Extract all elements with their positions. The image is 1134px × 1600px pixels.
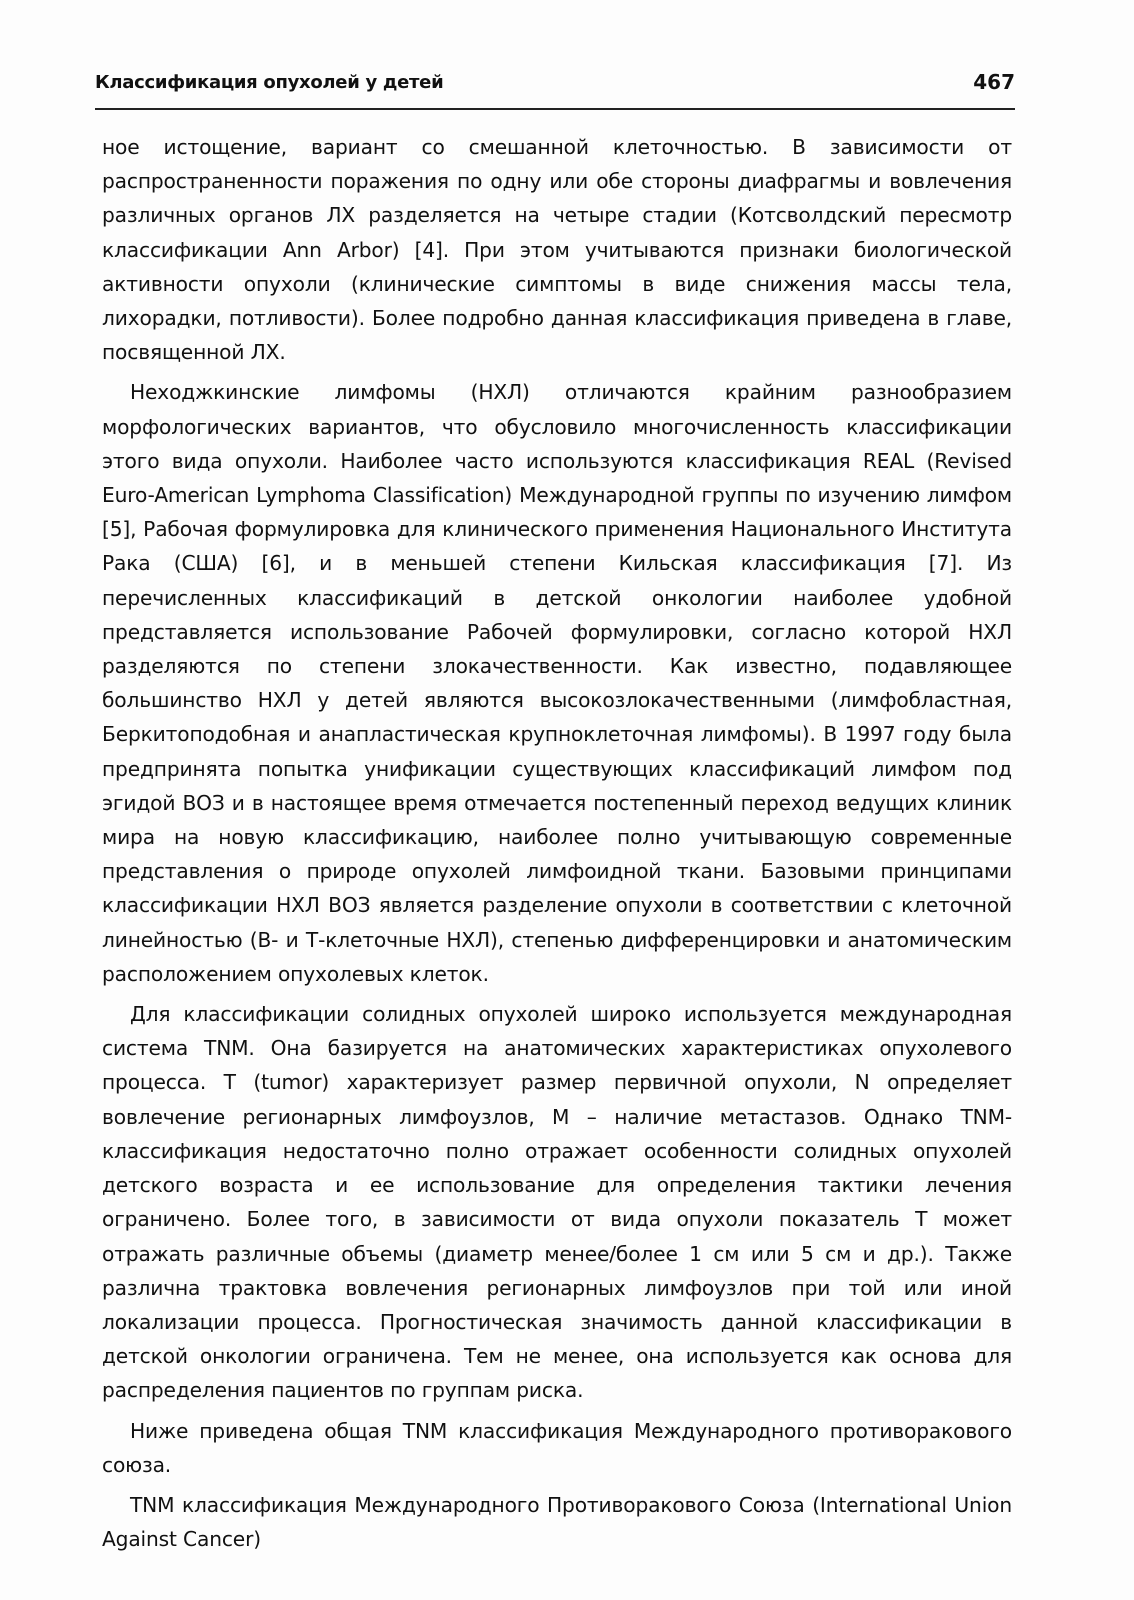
paragraph-nhl: Неходжкинские лимфомы (НХЛ) отличаются крайним разнообразием морфологических вариантов, что обусловило многочисленность классификации этого вида опухоли. Наиболее часто используются классификация REAL (Revised Euro-American Lymphoma Classification) Международной группы по изучению лимфом [5], Рабочая формулировка для клинического применения Национального Института Рака (США) [6], и в меньшей степени Кильская классификация [7]. Из перечисленных классификаций в детской онкологии наиболее удобной представляется использование Рабочей формулировки, согласно которой НХЛ разделяются по степени злокачественности. Как известно, подавляющее большинство НХЛ у детей являются высокозлокачественными (лимфобластная, Беркитоподобная и анапластическая крупноклеточная лимфомы). В 1997 году была предпринята попытка унификации существующих классификаций лимфом под эгидой ВОЗ и в настоящее время отмечается постепенный переход ведущих клиник мира на новую классификацию, наиболее полно учитывающую современные представления о природе опухолей лимфоидной ткани. Базовыми принципами классификации НХЛ ВОЗ является разделение опухоли в соответствии с клеточной линейностью (В- и Т-клеточные НХЛ), степенью дифференцировки и анатомическим расположением опухолевых клеток. bbox=[102, 380, 1012, 986]
paragraph-tnm-system: Для классификации солидных опухолей широко используется международная система TNM. Она базируется на анатомических характеристиках опухолевого процесса. Т (tumor) характеризует размер первичной опухоли, N определяет вовлечение регионарных лимфоузлов, М – наличие метастазов. Однако TNM-классификация недостаточно полно отражает особенности солидных опухолей детского возраста и ее использование для определения тактики лечения ограничено. Более того, в зависимости от вида опухоли показатель Т может отражать различные объемы (диаметр менее/более 1 см или 5 см и др.). Также различна трактовка вовлечения регионарных лимфоузлов при той или иной локализации процесса. Прогностическая значимость данной классификации в детской онкологии ограничена. Тем не менее, она используется как основа для распределения пациентов по группам риска. bbox=[102, 1002, 1012, 1403]
page-number: 467 bbox=[973, 70, 1015, 94]
paragraph-tnm-intro: Ниже приведена общая TNM классификация Международного противоракового союза. bbox=[102, 1418, 1012, 1477]
running-head: Классификация опухолей у детей bbox=[95, 72, 444, 93]
body-text bbox=[102, 130, 1012, 1562]
paragraph-continuation: ное истощение, вариант со смешанной клеточностью. В зависимости от распространенности поражения по одну или обе стороны диафрагмы и вовлечения различных органов ЛХ разделяется на четыре стадии (Котсволдский пересмотр классификации Ann Arbor) [4]. При этом учитываются признаки биологической активности опухоли (клинические симптомы в виде снижения массы тела, лихорадки, потливости). Более подробно данная классификация приведена в главе, посвященной ЛХ. bbox=[102, 135, 1012, 365]
page-header bbox=[95, 72, 1015, 104]
paragraph-tnm-heading: TNM классификация Международного Противоракового Союза (International Union Against Cancer) bbox=[102, 1492, 1012, 1552]
header-rule bbox=[95, 108, 1015, 110]
